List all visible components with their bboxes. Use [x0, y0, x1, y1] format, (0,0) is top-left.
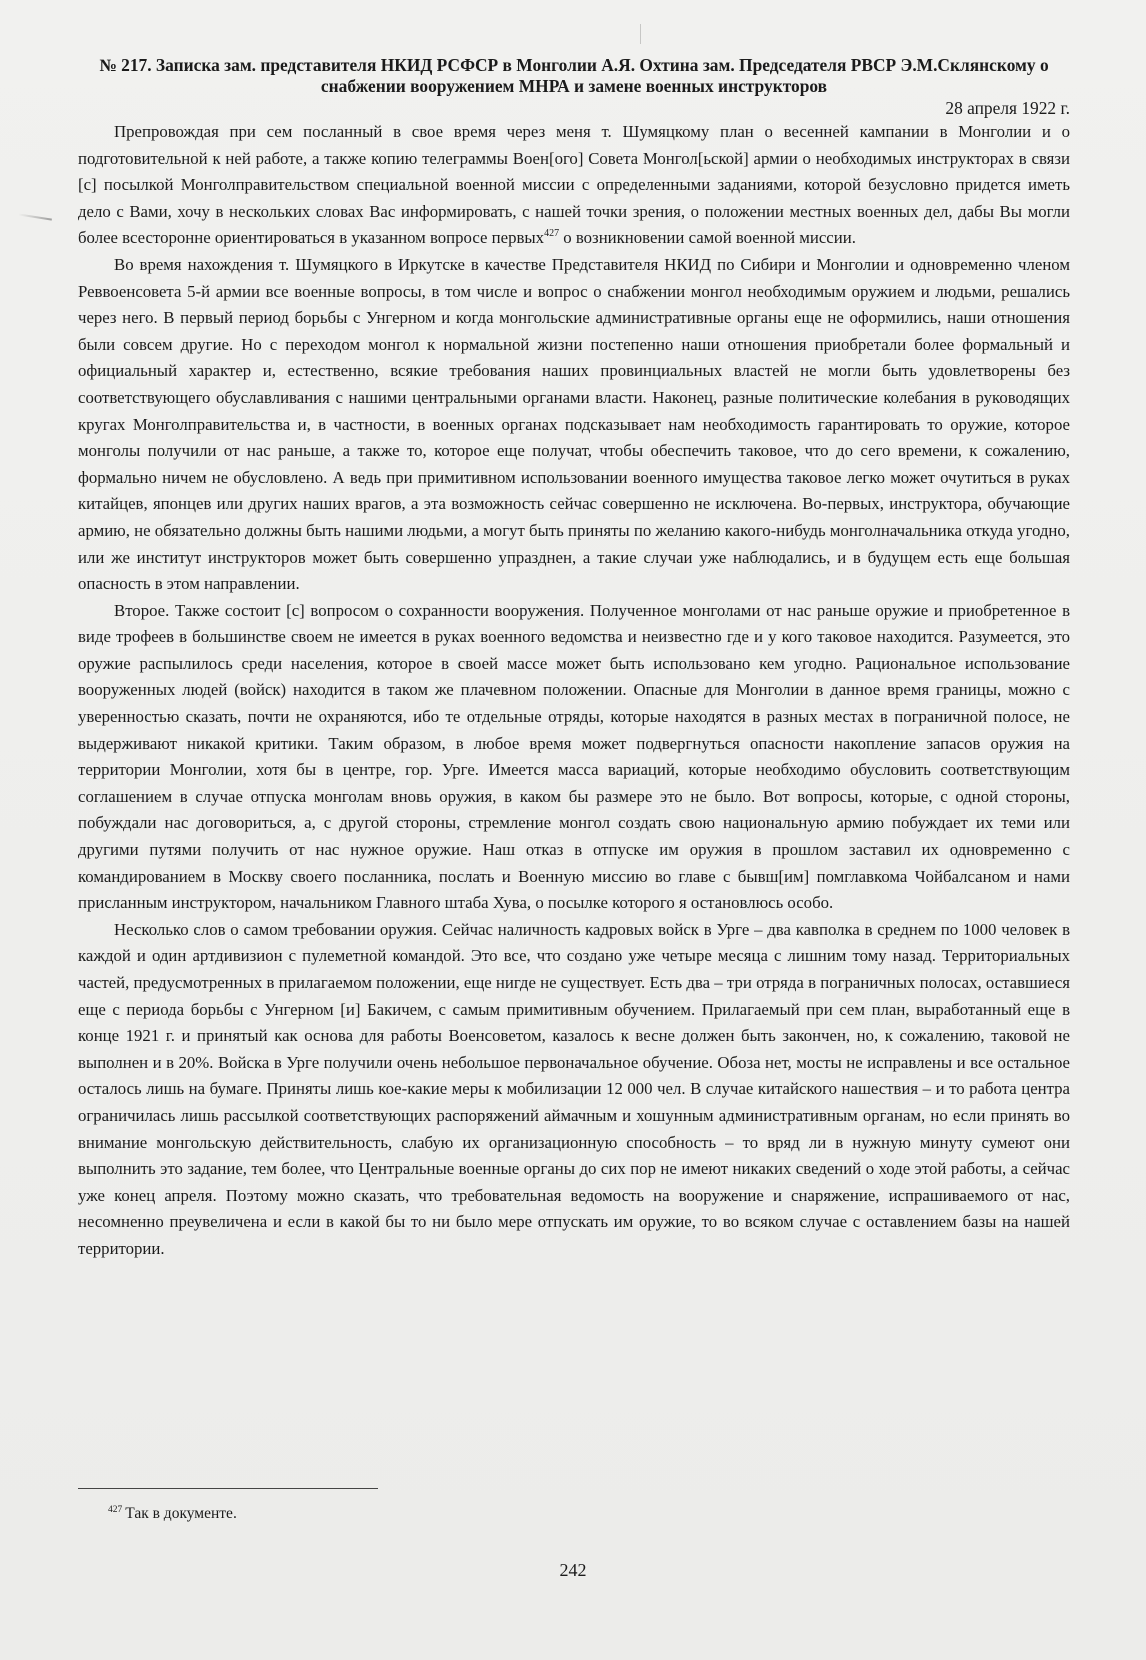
- paragraph-1: [78, 119, 1070, 252]
- footnote: [108, 1505, 237, 1523]
- scan-mark: [640, 24, 641, 44]
- paragraph-1-text-end: о возникновении самой военной миссии.: [559, 228, 856, 248]
- footnote-reference: 427: [544, 228, 560, 240]
- document-content: [78, 55, 1070, 1263]
- footnote-number: 427: [108, 1505, 123, 1515]
- paragraph-2: Во время нахождения т. Шумяцкого в Иркутске в качестве Представителя НКИД по Сибири и Монголии и одновременно членом Реввоенсовета 5-й армии все военные вопросы, в том числе и вопрос о снабжении монгол необходимым оружием и людьми, решались через него. В первый период борьбы с Унгерном и когда монгольские административные органы еще не оформились, наши отношения были совсем другие. Но с переходом монгол к нормальной жизни постепенно наши отношения приобретали более формальный и официальный характер и, естественно, всякие требования наших провинциальных властей не могли быть удовлетворены без соответствующего обуславливания с нашими центральными органами власти. Наконец, разные политические колебания в руководящих кругах Монголправительства и, в частности, в военных органах подсказывает нам необходимость гарантировать то оружие, которое монголы получили от нас раньше, а также то, которое еще получат, чтобы обеспечить таковое, что до сего времени, к сожалению, формально ничем не обусловлено. А ведь при примитивном использовании военного имущества таковое легко может очутиться в руках китайцев, японцев или других наших врагов, а эта возможность сейчас совершенно не исключена. Во-первых, инструктора, обучающие армию, не обязательно должны быть нашими людьми, а могут быть приняты по желанию какого-нибудь монголначальника откуда угодно, или же институт инструкторов может быть совершенно упразднен, а такие случаи уже наблюдались, и в будущем есть еще большая опасность в этом направлении.: [78, 254, 1070, 594]
- paragraph-4: Несколько слов о самом требовании оружия. Сейчас наличность кадровых войск в Урге – два кавполка в среднем по 1000 человек в каждой и один артдивизион с пулеметной командой. Это все, что создано уже четыре месяца с лишним тому назад. Территориальных частей, предусмотренных в прилагаемом положении, еще нигде не существует. Есть два – три отряда в пограничных полосах, оставшиеся еще с периода борьбы с Унгерном [и] Бакичем, с самым примитивным обучением. Прилагаемый при сем план, выработанный еще в конце 1921 г. и принятый как основа для работы Военсоветом, казалось к весне должен быть закончен, но, к сожалению, таковой не выполнен и в 20%. Войска в Урге получили очень небольшое первоначальное обучение. Обоза нет, мосты не исправлены и все остальное осталось лишь на бумаге. Приняты лишь кое-какие меры к мобилизации 12 000 чел. В случае китайского нашествия – и то работа центра ограничилась лишь рассылкой соответствующих распоряжений аймачным и хошунным административным органам, но если принять во внимание монгольскую действительность, слабую их организационную способность – то вряд ли в нужную минуту сумеют они выполнить это задание, тем более, что Центральные военные органы до сих пор не имеют никаких сведений о ходе этой работы, а сейчас уже конец апреля. Поэтому можно сказать, что требовательная ведомость на вооружение и снаряжение, испрашиваемого от нас, несомненно преувеличена и если в какой бы то ни было мере отпускать им оружие, то во всяком случае с оставлением базы на нашей территории.: [78, 919, 1070, 1258]
- paragraph-3: Второе. Также состоит [с] вопросом о сохранности вооружения. Полученное монголами от нас раньше оружие и приобретенное в виде трофеев в большинстве своем не имеется в руках военного ведомства и неизвестно где и у кого таковое находится. Разумеется, это оружие распылилось среди населения, которое в своей массе может быть использовано кем угодно. Рациональное использование вооруженных людей (войск) находится в таком же плачевном положении. Опасные для Монголии в данное время границы, можно с уверенностью сказать, почти не охраняются, ибо те отдельные отряды, которые находятся в разных местах в пограничной полосе, не выдерживают никакой критики. Таким образом, в любое время может подвергнуться опасности накопление запасов оружия на территории Монголии, хотя бы в центре, гор. Урге. Имеется масса вариаций, которые необходимо обусловить соответствующим соглашением в случае отпуска монголам вновь оружия, в каком бы размере это не было. Вот вопросы, которые, с одной стороны, побуждали нас договориться, а, с другой стороны, стремление монгол создать свою национальную армию побуждает их теми или другими путями получить от нас нужное оружие. Наш отказ в отпуске им оружия в прошлом заставил их одновременно с командированием в Москву своего посланника, послать и Военную миссию во главе с бывш[им] помглавкома Чойбалсаном и нами присланным инструктором, начальником Главного штаба Хува, о посылке которого я остановлюсь особо.: [78, 600, 1070, 913]
- footnote-divider: [78, 1488, 378, 1489]
- page-number: 242: [559, 1560, 587, 1580]
- document-date: 28 апреля 1922 г.: [945, 98, 1070, 118]
- margin-pencil-mark: [18, 213, 52, 220]
- document-body: [78, 119, 1070, 1263]
- document-title: № 217. Записка зам. представителя НКИД РСФСР в Монголии А.Я. Охтина зам. Председателя РВСР Э.М.Склянскому о снабжении вооружением МНРА и замене военных инструкторов: [99, 55, 1049, 96]
- footnote-text: Так в документе.: [125, 1505, 237, 1522]
- paragraph-1-text: Препровождая при сем посланный в свое время через меня т. Шумяцкому план о весенней кампании в Монголии и о подготовительной к ней работе, а также копию телеграммы Воен[ого] Совета Монгол[ьской] армии о необходимых инструкторах в связи [с] посылкой Монголправительством специальной военной миссии с определенными заданиями, которой безусловно придется иметь дело с Вами, хочу в нескольких словах Вас информировать, с нашей точки зрения, о положении местных военных дел, дабы Вы могли более всесторонне ориентироваться в указанном вопросе первых: [78, 122, 1070, 248]
